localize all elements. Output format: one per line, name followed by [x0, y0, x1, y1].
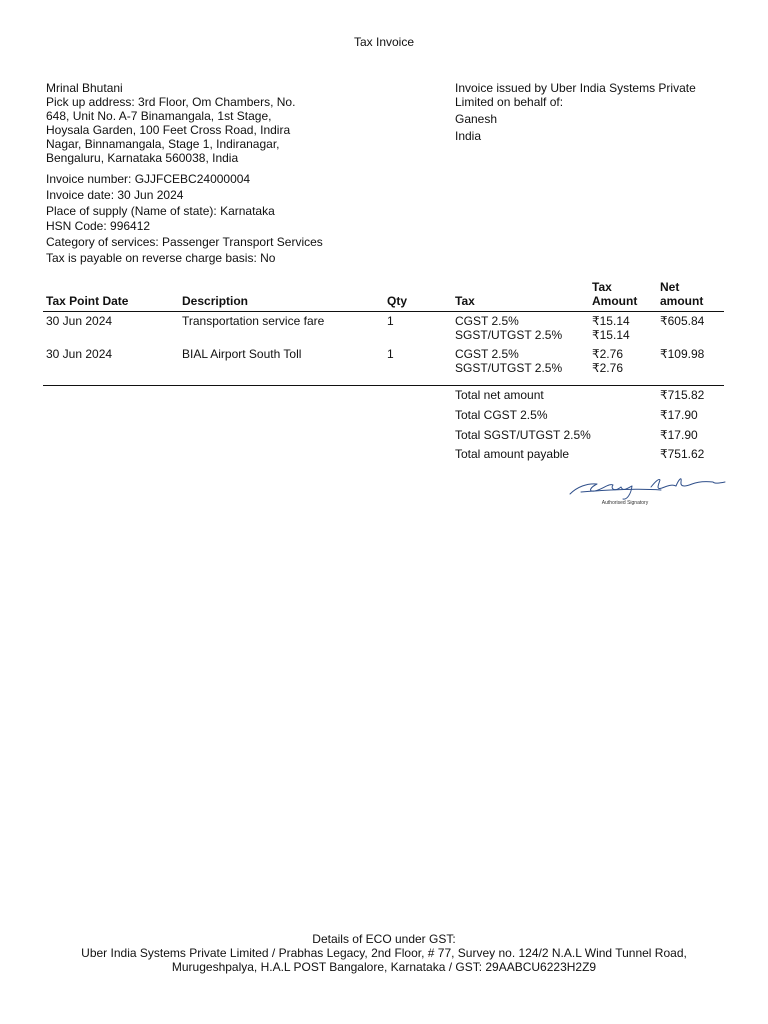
customer-block [46, 81, 316, 165]
row1-sgst-amount: ₹15.14 [592, 327, 630, 342]
row2-date: 30 Jun 2024 [46, 347, 113, 361]
table-header-rule [43, 311, 724, 312]
eco-heading: Details of ECO under GST: [312, 932, 456, 946]
row1-tax-sgst: SGST/UTGST 2.5% [455, 327, 563, 342]
service-category: Category of services: Passenger Transport Services [46, 235, 323, 250]
header-net-amount-line1: Net [660, 280, 680, 294]
customer-name: Mrinal Bhutani [46, 81, 123, 95]
place-of-supply: Place of supply (Name of state): Karnataka [46, 203, 275, 218]
total-cgst-label: Total CGST 2.5% [455, 408, 548, 422]
row2-tax-cgst: CGST 2.5% [455, 347, 519, 361]
row2-tax [455, 348, 562, 375]
page-title: Tax Invoice [353, 35, 415, 49]
pickup-address-line: Nagar, Binnamangala, Stage 1, Indiranagar, [46, 137, 280, 151]
table-bottom-rule [43, 385, 724, 386]
header-tax-point-date: Tax Point Date [46, 294, 129, 308]
signature-stroke [570, 484, 632, 499]
header-qty: Qty [387, 294, 408, 308]
invoice-date: Invoice date: 30 Jun 2024 [46, 187, 184, 202]
row2-tax-amount [592, 348, 623, 375]
row1-description: Transportation service fare [182, 314, 325, 328]
pickup-address-line: Hoysala Garden, 100 Feet Cross Road, Indira [46, 123, 291, 137]
reverse-charge: Tax is payable on reverse charge basis: No [46, 250, 276, 265]
header-tax-amount [592, 280, 637, 308]
total-payable-value: ₹751.62 [660, 447, 705, 461]
issuer-line: Limited on behalf of: [455, 95, 564, 109]
authorised-signatory-label: Authorised Signatory [601, 500, 649, 506]
header-description: Description [182, 294, 249, 308]
row1-qty: 1 [387, 314, 394, 328]
issuer-line: Invoice issued by Uber India Systems Private [455, 81, 696, 95]
hsn-code: HSN Code: 996412 [46, 219, 151, 234]
row1-net-amount: ₹605.84 [660, 314, 705, 328]
eco-address-line1: Uber India Systems Private Limited / Prabhas Legacy, 2nd Floor, # 77, Survey no. 124/2 N.A.L Wind Tunnel Road, [81, 946, 687, 960]
eco-details-footer [0, 932, 768, 974]
issuer-country: India [455, 129, 482, 143]
row2-tax-sgst: SGST/UTGST 2.5% [455, 360, 563, 375]
row1-tax [455, 315, 562, 342]
pickup-address-line: Pick up address: 3rd Floor, Om Chambers, No. [46, 95, 296, 109]
row2-sgst-amount: ₹2.76 [592, 360, 623, 375]
invoice-number: Invoice number: GJJFCEBC24000004 [46, 172, 251, 186]
eco-address-line2: Murugeshpalya, H.A.L POST Bangalore, Karnataka / GST: 29AABCU6223H2Z9 [171, 960, 597, 974]
row2-description: BIAL Airport South Toll [182, 347, 302, 361]
issuer-driver-name: Ganesh [455, 112, 498, 126]
signature-stroke [651, 479, 725, 489]
total-net-amount-label: Total net amount [455, 388, 544, 402]
header-tax-amount-line2: Amount [592, 294, 638, 308]
pickup-address-line: Bengaluru, Karnataka 560038, India [46, 151, 239, 165]
header-net-amount-line2: amount [660, 294, 704, 308]
row1-cgst-amount: ₹15.14 [592, 314, 630, 328]
header-tax: Tax [455, 294, 475, 308]
header-net-amount [660, 280, 703, 308]
total-cgst-value: ₹17.90 [660, 408, 698, 422]
total-sgst-value: ₹17.90 [660, 428, 698, 442]
pickup-address-line: 648, Unit No. A-7 Binamangala, 1st Stage, [46, 109, 272, 123]
row1-tax-amount [592, 315, 630, 342]
row1-date: 30 Jun 2024 [46, 314, 113, 328]
issuer-block [455, 81, 715, 143]
total-payable-label: Total amount payable [455, 447, 570, 461]
row1-tax-cgst: CGST 2.5% [455, 314, 519, 328]
header-tax-amount-line1: Tax [592, 280, 612, 294]
row2-cgst-amount: ₹2.76 [592, 347, 623, 361]
invoice-meta [46, 172, 323, 267]
total-sgst-label: Total SGST/UTGST 2.5% [455, 428, 591, 442]
total-net-amount-value: ₹715.82 [660, 388, 705, 402]
row2-qty: 1 [387, 347, 394, 361]
row2-net-amount: ₹109.98 [660, 347, 705, 361]
